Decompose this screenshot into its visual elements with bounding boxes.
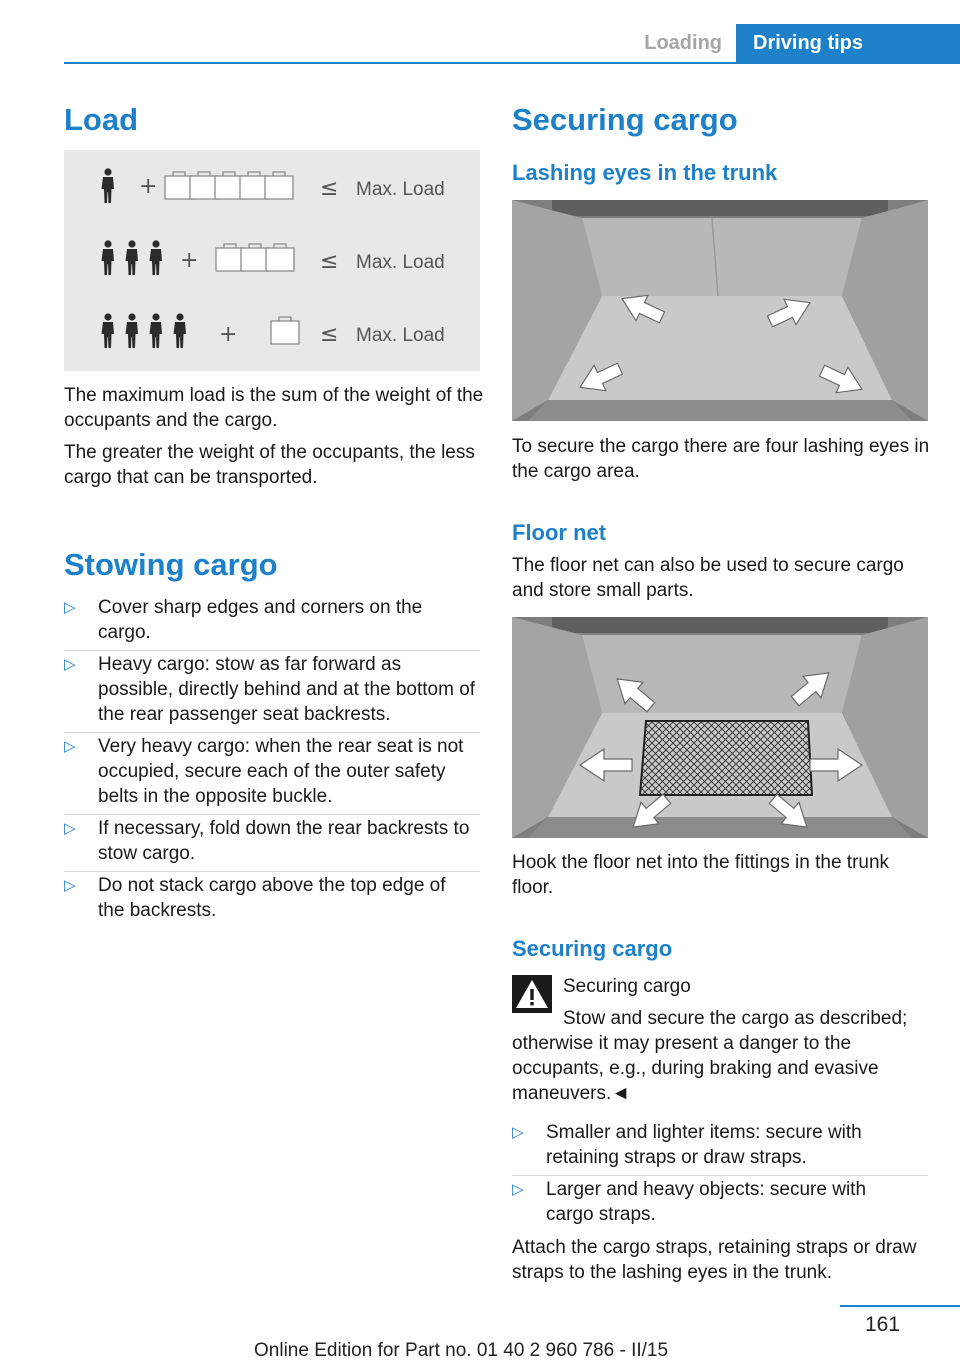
floor-net-title: Floor net: [512, 520, 607, 545]
bullet-divider: [64, 814, 480, 815]
max-load-label: Max. Load: [356, 252, 445, 273]
load-title: Load: [64, 102, 139, 137]
trunk-photo-lashing-eyes: [512, 200, 928, 421]
lashing-text: To secure the cargo there are four lashing eyes in the cargo area.: [512, 436, 930, 482]
header-chapter-tab: Driving tips: [736, 24, 960, 62]
header-section-loading: Loading: [644, 32, 722, 54]
bullet-divider: [64, 732, 480, 733]
securing-title: Securing cargo: [512, 102, 738, 137]
warning-text: Stow and secure the cargo as described; otherwise it may present a danger to the occupants, e.g., during braking and evasive maneuvers.◄: [512, 1008, 908, 1104]
securing-subtitle: Securing cargo: [512, 936, 673, 961]
page-number-rule: [840, 1305, 960, 1307]
triangle-bullet-icon: ▷: [512, 1181, 524, 1198]
triangle-bullet-icon: ▷: [64, 599, 76, 616]
triangle-bullet-icon: ▷: [64, 656, 76, 673]
plus-sign: +: [219, 322, 238, 347]
load-paragraph-2: The greater the weight of the occupants, the less cargo that can be transported.: [64, 442, 475, 488]
securing-closing-text: Attach the cargo straps, retaining straps or draw straps to the lashing eyes in the trunk.: [512, 1237, 917, 1283]
lashing-title: Lashing eyes in the trunk: [512, 160, 778, 185]
stowing-title: Stowing cargo: [64, 547, 278, 582]
plus-sign: +: [180, 248, 199, 273]
triangle-bullet-icon: ▷: [512, 1124, 524, 1141]
plus-sign: +: [139, 174, 158, 199]
le-sign: ≤: [320, 322, 339, 347]
triangle-bullet-icon: ▷: [64, 877, 76, 894]
le-sign: ≤: [320, 176, 339, 201]
bullet-divider: [64, 871, 480, 872]
load-figure: [64, 150, 480, 371]
max-load-label: Max. Load: [356, 179, 445, 200]
load-diagram: [64, 150, 480, 371]
trunk-photo-floor-net: [512, 617, 928, 838]
floor-net-text: The floor net can also be used to secure cargo and store small parts.: [512, 555, 904, 601]
max-load-label: Max. Load: [356, 325, 445, 346]
page-number: 161: [864, 1313, 900, 1336]
triangle-bullet-icon: ▷: [64, 738, 76, 755]
load-paragraph-1: The maximum load is the sum of the weight of the occupants and the cargo.: [64, 385, 484, 431]
bullet-divider: [512, 1175, 928, 1176]
floor-net-caption: Hook the floor net into the fittings in the trunk floor.: [512, 852, 890, 898]
header-rule: [64, 62, 960, 64]
le-sign: ≤: [320, 249, 339, 274]
edition-footer: Online Edition for Part no. 01 40 2 960 786 - II/15: [254, 1340, 669, 1361]
warning-heading: Securing cargo: [563, 976, 691, 997]
bullet-divider: [64, 650, 480, 651]
triangle-bullet-icon: ▷: [64, 820, 76, 837]
